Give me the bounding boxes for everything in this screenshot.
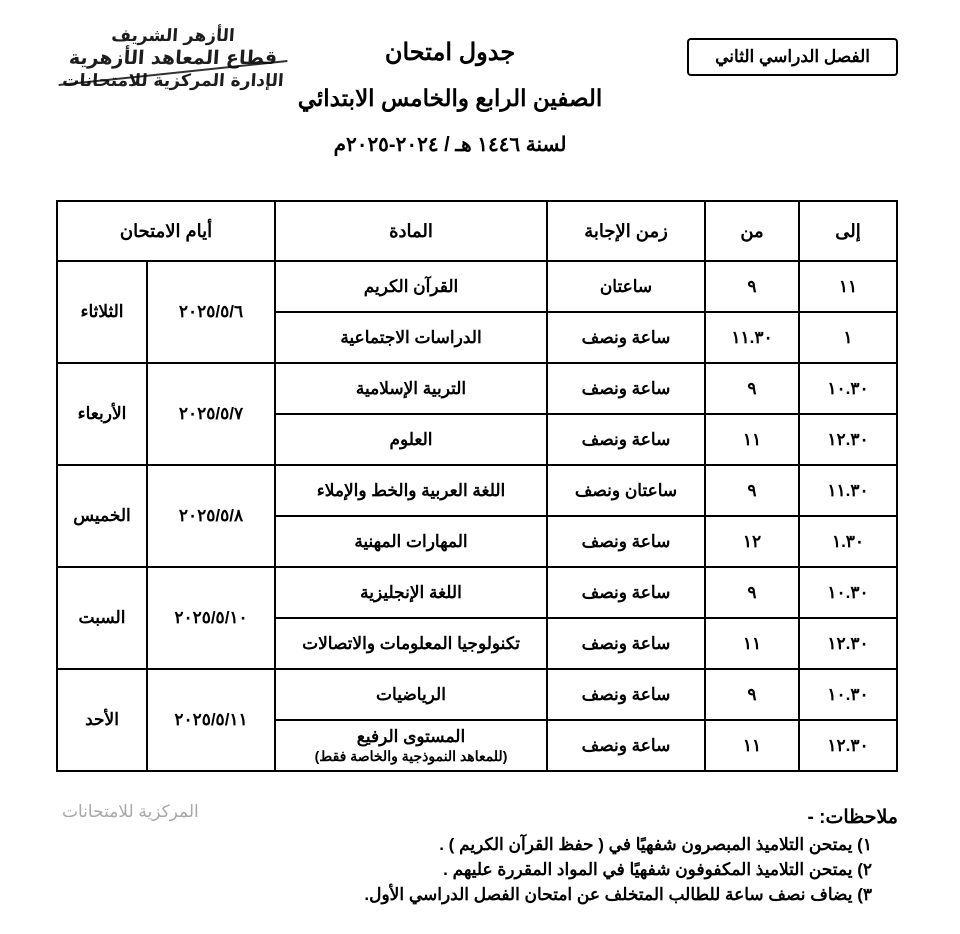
cell-duration: ساعة ونصف: [547, 516, 705, 567]
document-header: [0, 0, 960, 196]
cell-end-time: ١٠.٣٠: [799, 567, 897, 618]
cell-exam-day: الأربعاء: [57, 363, 147, 465]
academic-year: لسنة ١٤٤٦ هـ / ٢٠٢٤-٢٠٢٥م: [333, 134, 567, 156]
cell-duration: ساعتان: [547, 261, 705, 312]
cell-duration: ساعة ونصف: [547, 414, 705, 465]
cell-subject: الدراسات الاجتماعية: [275, 312, 547, 363]
cell-start-time: ٩: [705, 363, 799, 414]
column-header-duration: زمن الإجابة: [547, 201, 705, 261]
cell-end-time: ١١: [799, 261, 897, 312]
cell-end-time: ١.٣٠: [799, 516, 897, 567]
note-item: ٢) يمتحن التلاميذ المكفوفون شفهيًا في المواد المقررة عليهم .: [443, 860, 872, 879]
cell-end-time: ١١.٣٠: [799, 465, 897, 516]
cell-exam-day: السبت: [57, 567, 147, 669]
note-item: ١) يمتحن التلاميذ المبصرون شفهيًا في ( حفظ القرآن الكريم ) .: [439, 835, 872, 854]
table-row: [57, 669, 897, 720]
column-header-exam-days: أيام الامتحان: [57, 201, 275, 261]
schedule-table: [56, 200, 898, 772]
cell-duration: ساعة ونصف: [547, 363, 705, 414]
page-title: جدول امتحان: [384, 39, 516, 66]
column-header-to: إلى: [799, 201, 897, 261]
table-body: [57, 261, 897, 771]
cell-subject: التربية الإسلامية: [275, 363, 547, 414]
cell-end-time: ١: [799, 312, 897, 363]
table-row: [57, 363, 897, 414]
table-header-row: [57, 201, 897, 261]
cell-exam-date: ٢٠٢٥/٥/١٠: [147, 567, 275, 669]
schedule-table-container: [58, 200, 898, 772]
cell-exam-day: الأحد: [57, 669, 147, 771]
logo-line-3: الإدارة المركزية للامتحانات: [61, 71, 285, 91]
cell-start-time: ١١.٣٠: [705, 312, 799, 363]
cell-end-time: ١٠.٣٠: [799, 669, 897, 720]
cell-start-time: ١١: [705, 618, 799, 669]
table-row: [57, 261, 897, 312]
cell-exam-day: الخميس: [57, 465, 147, 567]
cell-start-time: ٩: [705, 567, 799, 618]
cell-end-time: ١٢.٣٠: [799, 414, 897, 465]
cell-subject: القرآن الكريم: [275, 261, 547, 312]
cell-start-time: ١١: [705, 414, 799, 465]
logo-line-1: الأزهر الشريف: [110, 26, 236, 46]
column-header-subject: المادة: [275, 201, 547, 261]
cell-duration: ساعة ونصف: [547, 669, 705, 720]
cell-subject: الرياضيات: [275, 669, 547, 720]
watermark-text: المركزية للامتحانات: [62, 802, 199, 821]
al-azhar-logo: [58, 26, 288, 118]
table-row: [57, 567, 897, 618]
cell-start-time: ٩: [705, 465, 799, 516]
cell-exam-date: ٢٠٢٥/٥/٨: [147, 465, 275, 567]
cell-start-time: ٩: [705, 261, 799, 312]
cell-start-time: ١٢: [705, 516, 799, 567]
cell-subject: العلوم: [275, 414, 547, 465]
notes-list: [58, 835, 898, 905]
cell-end-time: ١٢.٣٠: [799, 618, 897, 669]
cell-start-time: ١١: [705, 720, 799, 771]
cell-subject: اللغة العربية والخط والإملاء: [275, 465, 547, 516]
cell-exam-day: الثلاثاء: [57, 261, 147, 363]
logo-line-2: قطاع المعاهد الأزهرية: [68, 47, 278, 70]
cell-subject: اللغة الإنجليزية: [275, 567, 547, 618]
cell-end-time: ١٠.٣٠: [799, 363, 897, 414]
cell-subject: المهارات المهنية: [275, 516, 547, 567]
term-badge: الفصل الدراسي الثاني: [687, 38, 898, 76]
cell-duration: ساعة ونصف: [547, 312, 705, 363]
cell-exam-date: ٢٠٢٥/٥/٧: [147, 363, 275, 465]
note-item: ٣) يضاف نصف ساعة للطالب المتخلف عن امتحان الفصل الدراسي الأول.: [364, 885, 872, 904]
cell-start-time: ٩: [705, 669, 799, 720]
cell-exam-date: ٢٠٢٥/٥/٦: [147, 261, 275, 363]
table-row: [57, 465, 897, 516]
cell-duration: ساعتان ونصف: [547, 465, 705, 516]
title-block: [240, 38, 660, 157]
cell-exam-date: ٢٠٢٥/٥/١١: [147, 669, 275, 771]
column-header-from: من: [705, 201, 799, 261]
cell-end-time: ١٢.٣٠: [799, 720, 897, 771]
cell-subject: تكنولوجيا المعلومات والاتصالات: [275, 618, 547, 669]
page-subtitle: الصفين الرابع والخامس الابتدائي: [297, 85, 603, 111]
cell-subject: المستوى الرفيع (للمعاهد النموذجية والخاصة فقط): [275, 720, 547, 771]
cell-duration: ساعة ونصف: [547, 567, 705, 618]
cell-duration: ساعة ونصف: [547, 720, 705, 771]
cell-subject-note: (للمعاهد النموذجية والخاصة فقط): [314, 747, 508, 764]
notes-title: ملاحظات: -: [807, 807, 898, 828]
cell-duration: ساعة ونصف: [547, 618, 705, 669]
